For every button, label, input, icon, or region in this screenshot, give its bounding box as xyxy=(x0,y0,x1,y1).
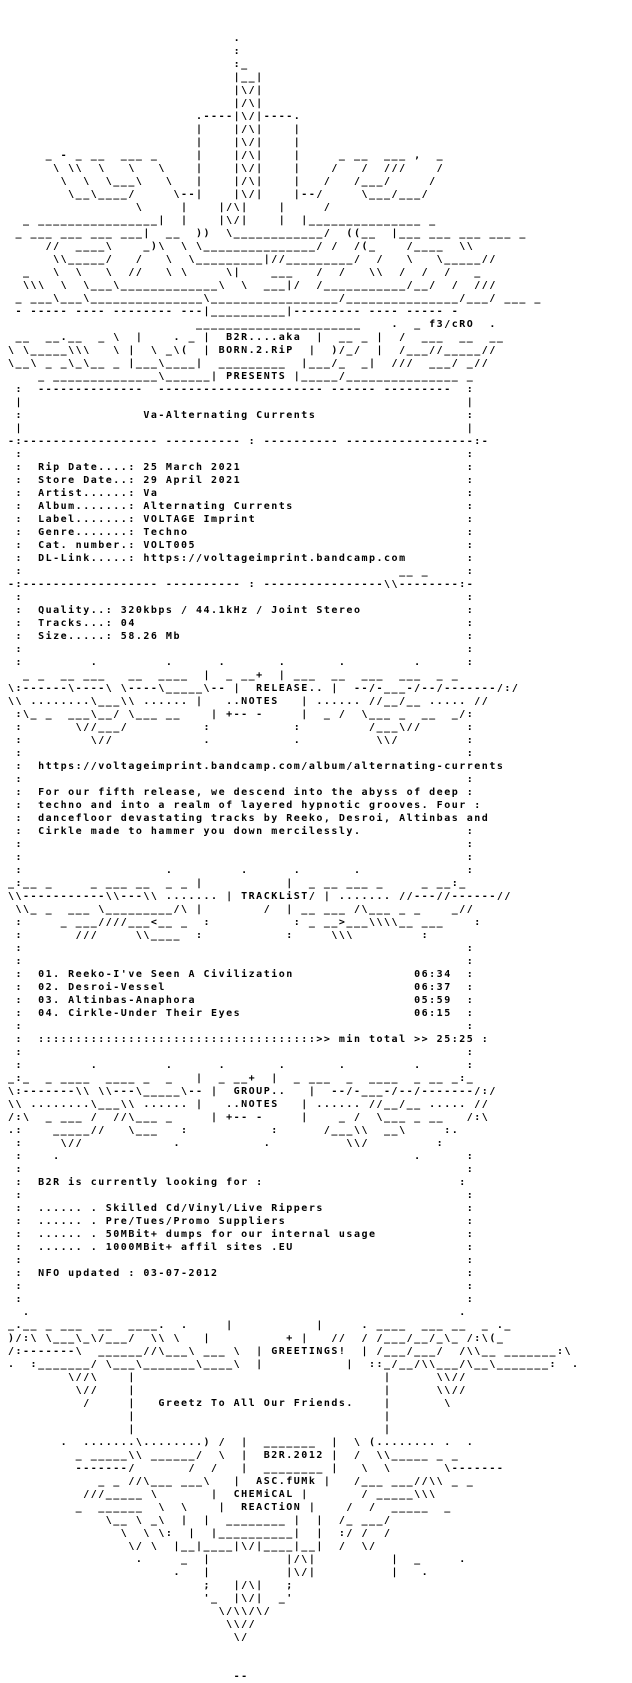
nfo-document xyxy=(0,32,632,1682)
nfo-ascii-text: . : :_ |__| |\/| |/\| .----|\/|----. | |/\| | | |\/| | _ - _ __ ___ _ | |/\| | _ __ ___ , _ \ \\ \ \ \ | |\/| | / / /// / \ \ \___\ \ | |/\| | / /___/ / \__\____/ \--| |\/| |--/ \___/___/ \ | |/\| | / _ ________________| | |\/| | |_______________ _ _ ___ ___ ___ ___| __ )) \____________/ ((__ |___ ___ ___ ___ _ // ____\ _)\ \ \_______________/ / /(_ /____ \\ \\_____/ / \ \_________|//_________/ / \ \_____// _ \ \ \ // \ \ \| ___ / / \\ / / / _ \\\ \ \___\_____________\ \ ___|/ /___________/__/ / /// _ ___\___\_______________\_________________/_______________/___/ ___ _ - ----- ---- -------- ---|__________|--------- ---- ----- - ______________________ . _ f3/cRO . __ __.__ _ \ | . _ | B2R....aka | __ _ | / ___ __ __ \ \_____\\\ \ | \ _\( | BORN.2.RiP | )/_/ | /___//_____// \__\ _ _\_\__ _ |___\____| _________ |___/_ _| /// ___/ _// _ ______________\______| PRESENTS |_____/_______________ _ : -------------- ---------------------- ------ --------- : | | : Va-Alternating Currents : | | -:------------------ ---------- : ---------- -----------------:- : : : Rip Date....: 25 March 2021 : : Store Date..: 29 April 2021 : : Artist......: Va : : Album.......: Alternating Currents : : Label.......: VOLTAGE Imprint : : Genre.......: Techno : : Cat. number.: VOLT005 : : DL-Link.....: https://voltageimprint.bandcamp.com : : __ _ : -:------------------ ---------- : ----------------\\--------:- : : : Quality..: 320kbps / 44.1kHz / Joint Stereo : : Tracks...: 04 : : Size.....: 58.26 Mb : : : : . . . . . . : _ _ __ ___ __ ____ | _ __+ | ___ __ ___ ___ _ _ \:------\----\ \----\_____\-- | RELEASE.. | --/-___-/--/-------/:/ \\ ........\___\\ ...... | ..NOTES | ...... //__/__ ..... // :\_ _ ___\__/ \___ __ | +-- - | _ / \___ _ __ _/: : \//___/ : : /___\// : : \// . . \\/ : : : : https://voltageimprint.bandcamp.com/album/alternating-currents : : : For our fifth release, we descend into the abyss of deep : : techno and into a realm of layered hypnotic grooves. Four : : dancefloor devastating tracks by Reeko, Desroi, Altinbas and : Cirkle made to hammer you down mercilessly. : : : : : : . . . . : _:__ _ _ ___ __ _ _ | | _ __ ___ _ _ __:_ \\-----------\\---\\ ....... | TRACKLiST/ | ....... //---//------// \\_ _ ___ \_________/\ | / | __ ___ /\___ _ _ _// : _ ___////___<__ _ : : _ __>___\\\\__ ___ : : /// \\____ : : \\\ : : : : : : 01. Reeko-I've Seen A Civilization 06:34 : : 02. Desroi-Vessel 06:37 : : 03. Altinbas-Anaphora 05:59 : : 04. Cirkle-Under Their Eyes 06:15 : : : : :::::::::::::::::::::::::::::::::::::>> min total >> 25:25 : : : : . . . . . . : _:_ _ ____ ____ _ _ | _ __+ | _ ___ _ ____ _ __ _:_ \:-------\\ \\---\_____\-- | GROUP.. | --/-___-/--/-------/:/ \\ ........\___\\ ...... | ..NOTES | ...... //__/__ ..... // /:\ _ ___ / //\___ _ | +-- - | _ / \___ _ __ /:\ .: _____// \___ : : /___\\ __\ :. : \// . . \\/ : : . . : : : : B2R is currently looking for : : : : : ...... . Skilled Cd/Vinyl/Live Rippers : : ...... . Pre/Tues/Promo Suppliers : : ...... . 50MBit+ dumps for our internal usage : : ...... . 1000MBit+ affil sites .EU : : : : NFO updated : 03-07-2012 : : : : : . . _.__ _ ___ __ ____. . | | . ____ ___ __ _ ._ )/:\ \___\_\/___/ \\ \ | + | // / /___/__/_\_ /:\(_ /:-------\ ______//\___\ ___ \ | GREETINGS! | /___/___/ /\\__ _______:\ . :_______/ \___\_______\____\ | | ::_/__/\\___/\__\_______: . \//\ | | \\// \// | | \\// / | Greetz To All Our Friends. | \ | | | | . .......\........) / | _______ | \ (........ . . _ _____\\ ______/ \ | B2R.2012 | / \\_____ _ _ -------/ / / | ________ | \ \ \------- _ _ //\___ ___\ | ASC.fUMk | /___ ___//\\ _ _ ///_____ \ | CHEMiCAL | / _____\\\ _ ______ \ \ | REACTiON | / / _____ _ \__ \ _\ | | ________ | | /_ ___/ \ \ \: | |__________| | :/ / / \/ \ |__|____|\/|____|__| / \/ . _ | |/\| | _ . . | |\/| | . ; |/\| ; '_ |\/| _' \/\\/\/ \\// \/ -- xyxy=(8,33,580,1682)
